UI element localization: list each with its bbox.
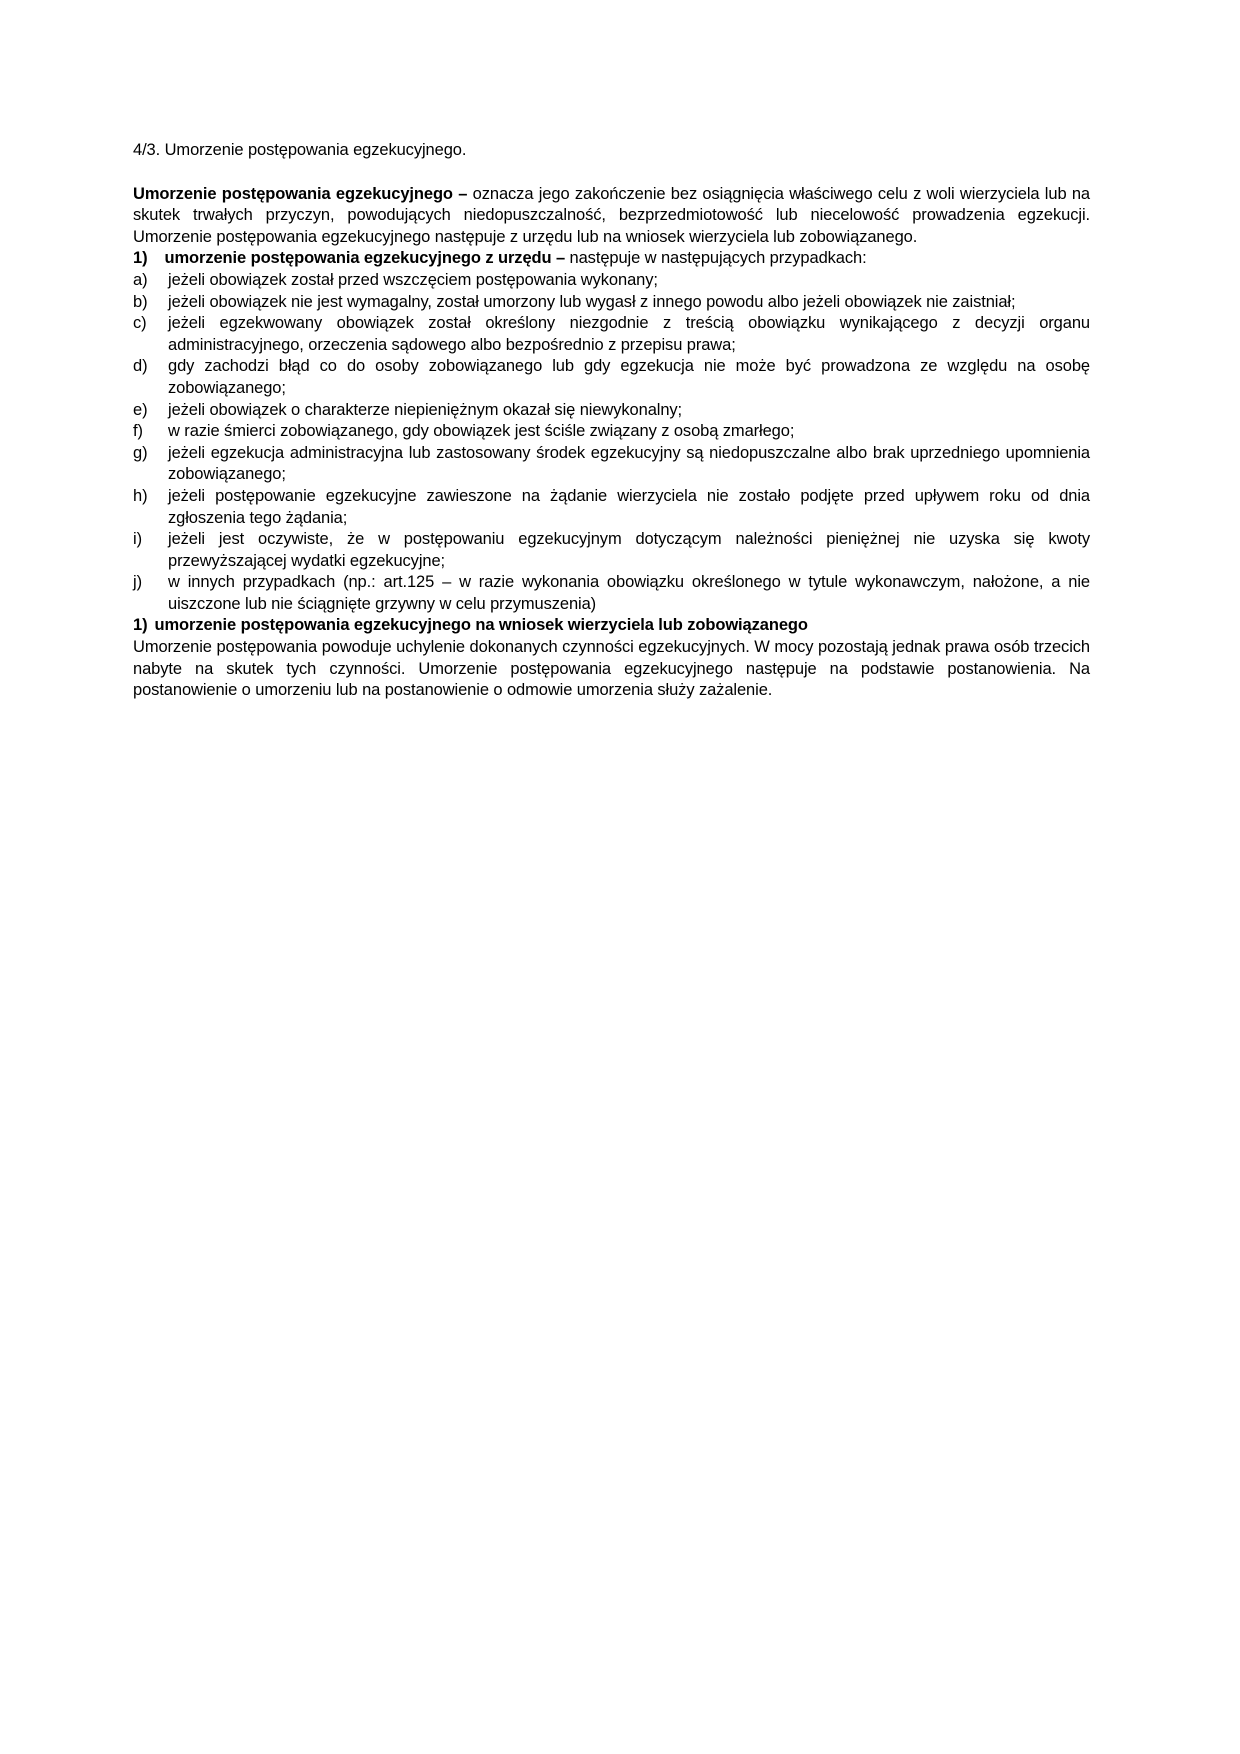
point-2-heading [133, 615, 1090, 637]
point-1-marker: 1) [133, 249, 148, 268]
intro-text: oznacza jego zakończenie bez osiągnięcia właściwego celu z woli wierzyciela lub na skutek trwałych przyczyn, powodujących niedopuszczalność, bezprzedmiotowość lub niecelowość prowadzenia egzekucji. Umorzenie postępowania egzekucyjnego następuje z urzędu lub na wniosek wierzyciela lub zobowiązanego. [133, 184, 1090, 246]
list-item [133, 356, 1090, 399]
document-page [133, 140, 1090, 702]
list-item-text: gdy zachodzi błąd co do osoby zobowiązanego lub gdy egzekucja nie może być prowadzona ze względu na osobę zobowiązanego; [168, 357, 1090, 397]
list-item-marker: h) [133, 486, 148, 505]
list-item-text: w innych przypadkach (np.: art.125 – w razie wykonania obowiązku określonego w tytule wykonawczym, nałożone, a nie uiszczone lub nie ściągnięte grzywny w celu przymuszenia) [168, 573, 1090, 613]
intro-bold-lead: Umorzenie postępowania egzekucyjnego – [133, 184, 468, 203]
list-item-marker: i) [133, 530, 142, 549]
list-item-text: jeżeli postępowanie egzekucyjne zawieszone na żądanie wierzyciela nie zostało podjęte przed upływem roku od dnia zgłoszenia tego żądania; [168, 486, 1090, 527]
list-item-text: jeżeli obowiązek o charakterze niepieniężnym okazał się niewykonalny; [168, 400, 683, 419]
list-item-text: jeżeli jest oczywiste, że w postępowaniu egzekucyjnym dotyczącym należności pieniężnej nie uzyska się kwoty przewyższającej wydatki egzekucyjne; [168, 530, 1090, 570]
list-item [133, 292, 1090, 314]
list-item-text: jeżeli egzekwowany obowiązek został określony niezgodnie z treścią obowiązku wynikającego z decyzji organu administracyjnego, orzeczenia sądowego albo bezpośrednio z przepisu prawa; [168, 314, 1090, 354]
list-item [133, 443, 1090, 486]
list-item [133, 400, 1090, 422]
list-item-marker: f) [133, 422, 143, 441]
list-item-marker: b) [133, 292, 148, 311]
list-item [133, 270, 1090, 292]
list-item [133, 529, 1090, 572]
list-item-marker: a) [133, 270, 148, 289]
point-2-heading-text: umorzenie postępowania egzekucyjnego na wniosek wierzyciela lub zobowiązanego [154, 616, 808, 635]
intro-paragraph [133, 184, 1090, 249]
list-item-text: w razie śmierci zobowiązanego, gdy obowiązek jest ściśle związany z osobą zmarłego; [168, 422, 795, 441]
list-item-text: jeżeli egzekucja administracyjna lub zastosowany środek egzekucyjny są niedopuszczalne albo brak uprzedniego upomnienia zobowiązanego; [168, 443, 1090, 484]
list-item [133, 313, 1090, 356]
list-item-text: jeżeli obowiązek został przed wszczęciem postępowania wykonany; [168, 270, 658, 289]
point-1-heading [133, 248, 1090, 270]
list-item-marker: e) [133, 400, 148, 419]
closing-paragraph: Umorzenie postępowania powoduje uchylenie dokonanych czynności egzekucyjnych. W mocy pozostają jednak prawa osób trzecich nabyte na skutek tych czynności. Umorzenie postępowania egzekucyjnego następuje na podstawie postanowienia. Na postanowienie o umorzeniu lub na postanowienie o odmowie umorzenia służy zażalenie. [133, 638, 1090, 700]
list-item-marker: j) [133, 573, 142, 592]
list-item-marker: d) [133, 357, 148, 376]
list-item [133, 572, 1090, 615]
list-item-marker: c) [133, 314, 147, 333]
list-item [133, 486, 1090, 529]
document-title: 4/3. Umorzenie postępowania egzekucyjnego. [133, 141, 467, 159]
list-item-marker: g) [133, 443, 148, 462]
point-1-bold-lead: umorzenie postępowania egzekucyjnego z urzędu – [164, 249, 566, 268]
point-1-text: następuje w następujących przypadkach: [569, 249, 867, 268]
lettered-list [133, 270, 1090, 616]
list-item-text: jeżeli obowiązek nie jest wymagalny, został umorzony lub wygasł z innego powodu albo jeżeli obowiązek nie zaistniał; [168, 292, 1016, 311]
point-2-marker: 1) [133, 616, 148, 635]
list-item [133, 421, 1090, 443]
